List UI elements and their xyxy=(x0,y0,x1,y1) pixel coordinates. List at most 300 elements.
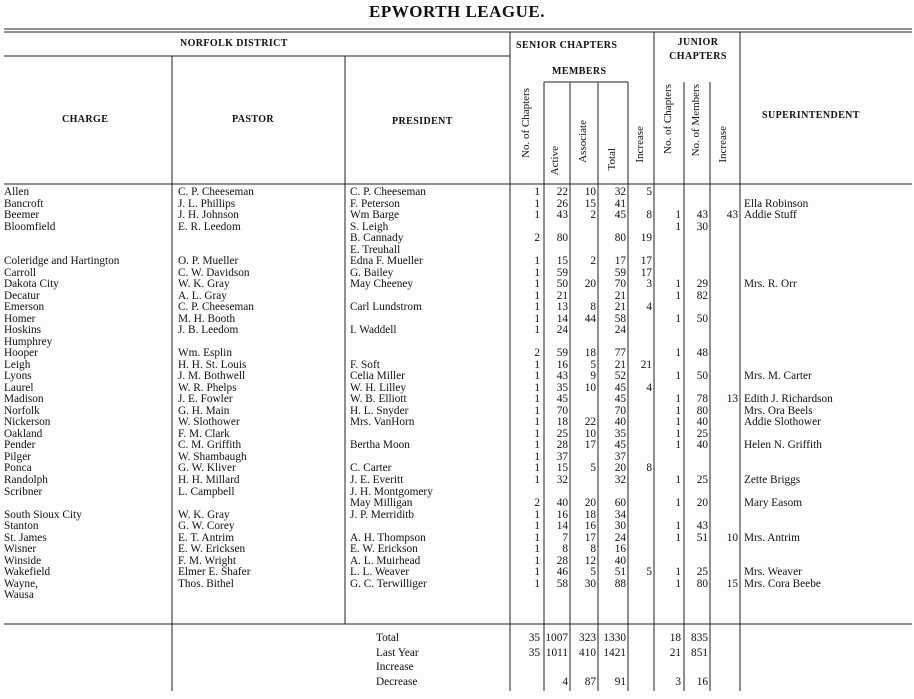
charge-header: CHARGE xyxy=(62,114,109,125)
cell-active: 80 xyxy=(556,232,568,245)
cell-nc: 1 xyxy=(534,358,540,371)
cell-nc: 1 xyxy=(534,278,540,291)
cell-sup: Mrs. R. Orr xyxy=(744,278,797,291)
cell-active: 32 xyxy=(556,474,568,486)
cell-sup: Mary Easom xyxy=(744,497,803,510)
cell-sup: Ella Robinson xyxy=(744,197,809,210)
cell-jm: 82 xyxy=(696,289,708,302)
cell-president: Bertha Moon xyxy=(350,439,410,452)
cell-nc: 2 xyxy=(534,232,540,245)
cell-charge: Coleridge and Hartington xyxy=(4,255,120,268)
cell-nc: 1 xyxy=(534,381,540,394)
cell-active: 24 xyxy=(556,324,568,337)
cell-president: B. Cannady xyxy=(350,232,404,245)
cell-active: 59 xyxy=(556,347,568,360)
cell-active: 50 xyxy=(556,278,568,291)
cell-active: 43 xyxy=(556,209,568,222)
cell-charge: Wisner xyxy=(4,543,37,556)
cell-active: 58 xyxy=(556,577,568,590)
cell-charge: Bancroft xyxy=(4,197,44,210)
cell-jm: 50 xyxy=(696,312,708,325)
cell-assoc: 5 xyxy=(590,358,596,371)
cell-president: G. Bailey xyxy=(350,266,394,279)
cell-assoc: 9 xyxy=(590,370,596,383)
cell-assoc: 44 xyxy=(584,312,596,325)
cell-assoc: 20 xyxy=(584,497,596,510)
cell-inc: 17 xyxy=(640,266,652,279)
cell-nc: 1 xyxy=(534,312,540,325)
junior-no-chapters-header: No. of Chapters xyxy=(662,84,674,154)
cell-charge: Oakland xyxy=(4,427,43,440)
active-header: Active xyxy=(549,146,561,176)
cell-ji: 15 xyxy=(726,577,738,590)
cell-assoc: 16 xyxy=(584,520,596,533)
cell-inc: 17 xyxy=(640,255,652,268)
cell-total: 20 xyxy=(614,462,626,475)
cell-active: 37 xyxy=(556,450,568,463)
cell-jnc: 1 xyxy=(675,393,681,406)
summary-label: Increase xyxy=(376,661,414,673)
cell-charge: Leigh xyxy=(4,358,31,371)
cell-president: May Cheeney xyxy=(350,278,414,291)
ledger-table xyxy=(4,28,912,692)
cell-pastor: G. H. Main xyxy=(178,404,230,417)
cell-assoc: 20 xyxy=(584,278,596,291)
cell-charge: Ponca xyxy=(4,462,32,475)
cell-assoc: 5 xyxy=(590,566,596,579)
cell-pastor: Elmer E. Shafer xyxy=(178,566,251,579)
cell-nc: 1 xyxy=(534,474,540,486)
cell-active: 15 xyxy=(556,255,568,268)
cell-pastor: C. P. Cheeseman xyxy=(178,186,254,198)
cell-total: 35 xyxy=(614,427,626,440)
cell-charge: Homer xyxy=(4,312,36,325)
cell-nc: 1 xyxy=(534,393,540,406)
cell-nc: 1 xyxy=(534,577,540,590)
cell-total: 21 xyxy=(614,301,626,314)
cell-president: Mrs. VanHorn xyxy=(350,416,415,429)
cell-president: C. Carter xyxy=(350,462,392,475)
cell-charge: Stanton xyxy=(4,520,39,533)
cell-assoc: 15 xyxy=(584,197,596,210)
cell-active: 15 xyxy=(556,462,568,475)
cell-nc: 2 xyxy=(534,347,540,360)
cell-jm: 48 xyxy=(696,347,708,360)
cell-pastor: E. W. Ericksen xyxy=(178,543,246,556)
summary-label: Last Year xyxy=(376,646,419,659)
cell-inc: 3 xyxy=(646,278,652,291)
cell-charge: Hooper xyxy=(4,347,38,360)
cell-inc: 8 xyxy=(646,462,652,475)
cell-assoc: 10 xyxy=(584,186,596,198)
summary-label: Decrease xyxy=(376,675,418,688)
cell-jnc: 1 xyxy=(675,497,681,510)
cell-total: 59 xyxy=(614,266,626,279)
cell-active: 35 xyxy=(556,381,568,394)
cell-total: 16 xyxy=(614,543,626,556)
junior-chapters-header: JUNIOR CHAPTERS xyxy=(669,37,727,62)
cell-total: 45 xyxy=(614,393,626,406)
cell-nc: 1 xyxy=(534,450,540,463)
cell-active: 14 xyxy=(556,520,568,533)
cell-total: 32 xyxy=(614,474,626,486)
summary-total: 91 xyxy=(614,675,626,688)
cell-assoc: 18 xyxy=(584,508,596,521)
cell-charge: Allen xyxy=(4,186,30,198)
cell-nc: 1 xyxy=(534,531,540,544)
cell-assoc: 12 xyxy=(584,554,596,567)
cell-charge: Wakefield xyxy=(4,566,51,579)
cell-jnc: 1 xyxy=(675,289,681,302)
cell-assoc: 22 xyxy=(584,416,596,429)
summary-jm: 16 xyxy=(696,675,708,688)
summary-nc: 35 xyxy=(528,646,540,659)
cell-jm: 43 xyxy=(696,209,708,222)
cell-nc: 2 xyxy=(534,497,540,510)
summary-active: 1007 xyxy=(545,632,568,644)
cell-jm: 29 xyxy=(696,278,708,291)
cell-active: 21 xyxy=(556,289,568,302)
cell-active: 18 xyxy=(556,416,568,429)
cell-total: 88 xyxy=(614,577,626,590)
cell-active: 70 xyxy=(556,404,568,417)
junior-members-header: No. of Members xyxy=(690,84,702,157)
cell-president: F. Soft xyxy=(350,358,380,371)
cell-total: 77 xyxy=(614,347,626,360)
associate-header: Associate xyxy=(577,120,589,163)
cell-total: 21 xyxy=(614,289,626,302)
cell-president: W. H. Lilley xyxy=(350,381,407,394)
cell-total: 51 xyxy=(614,566,626,579)
cell-pastor: M. H. Booth xyxy=(178,312,236,325)
cell-total: 37 xyxy=(614,450,626,463)
cell-active: 8 xyxy=(562,543,568,556)
cell-jm: 25 xyxy=(696,427,708,440)
cell-pastor: J. H. Johnson xyxy=(178,209,239,222)
cell-sup: Zette Briggs xyxy=(744,474,801,486)
cell-president: J. H. Montgomery xyxy=(350,485,433,498)
summary-assoc: 87 xyxy=(584,675,596,688)
cell-assoc: 8 xyxy=(590,543,596,556)
cell-assoc: 10 xyxy=(584,427,596,440)
cell-total: 30 xyxy=(614,520,626,533)
cell-president: Celia Miller xyxy=(350,370,405,383)
cell-pastor: C. M. Griffith xyxy=(178,439,242,452)
cell-charge: Carroll xyxy=(4,266,36,279)
president-header: PRESIDENT xyxy=(392,116,453,127)
summary-active: 1011 xyxy=(545,646,568,659)
superintendent-header: SUPERINTENDENT xyxy=(762,110,860,121)
cell-jnc: 1 xyxy=(675,209,681,222)
senior-no-chapters-header: No. of Chapters xyxy=(520,88,532,158)
cell-sup: Helen N. Griffith xyxy=(744,439,822,452)
cell-sup: Mrs. Antrim xyxy=(744,531,800,544)
cell-assoc: 18 xyxy=(584,347,596,360)
cell-charge: Humphrey xyxy=(4,335,53,348)
cell-pastor: O. P. Mueller xyxy=(178,255,239,268)
cell-total: 41 xyxy=(614,197,626,210)
cell-total: 70 xyxy=(614,278,626,291)
cell-pastor: G. W. Kliver xyxy=(178,462,236,475)
cell-active: 45 xyxy=(556,393,568,406)
cell-total: 32 xyxy=(614,186,626,198)
cell-president: J. E. Everitt xyxy=(350,474,404,486)
cell-charge: St. James xyxy=(4,531,47,544)
cell-charge: Norfolk xyxy=(4,404,40,417)
cell-jnc: 1 xyxy=(675,370,681,383)
cell-total: 24 xyxy=(614,531,626,544)
members-header: MEMBERS xyxy=(552,66,607,77)
cell-nc: 1 xyxy=(534,554,540,567)
cell-jm: 51 xyxy=(696,531,708,544)
cell-president: L. L. Weaver xyxy=(350,566,410,579)
cell-jm: 20 xyxy=(696,497,708,510)
cell-active: 22 xyxy=(556,186,568,198)
summary-assoc: 410 xyxy=(579,646,596,659)
cell-inc: 5 xyxy=(646,186,652,198)
cell-active: 28 xyxy=(556,554,568,567)
cell-jnc: 1 xyxy=(675,220,681,233)
cell-inc: 19 xyxy=(640,232,652,245)
cell-pastor: F. M. Wright xyxy=(178,554,237,567)
district-header: NORFOLK DISTRICT xyxy=(180,38,288,49)
summary-assoc: 323 xyxy=(579,632,596,644)
increase-header: Increase xyxy=(634,126,646,163)
cell-pastor: A. L. Gray xyxy=(178,289,227,302)
cell-total: 52 xyxy=(614,370,626,383)
cell-sup: Mrs. M. Carter xyxy=(744,370,812,383)
cell-total: 45 xyxy=(614,209,626,222)
cell-charge: Pilger xyxy=(4,450,31,463)
cell-jnc: 1 xyxy=(675,416,681,429)
cell-jm: 25 xyxy=(696,474,708,486)
cell-total: 17 xyxy=(614,255,626,268)
cell-sup: Mrs. Cora Beebe xyxy=(744,577,821,590)
cell-nc: 1 xyxy=(534,566,540,579)
cell-charge: Hoskins xyxy=(4,324,42,337)
cell-active: 40 xyxy=(556,497,568,510)
cell-jnc: 1 xyxy=(675,312,681,325)
cell-jm: 80 xyxy=(696,404,708,417)
cell-nc: 1 xyxy=(534,462,540,475)
cell-president: E. Treuhall xyxy=(350,243,401,256)
cell-charge: Scribner xyxy=(4,485,43,498)
cell-pastor: J. B. Leedom xyxy=(178,324,239,337)
junior-increase-header: Increase xyxy=(717,126,729,163)
cell-jm: 40 xyxy=(696,416,708,429)
cell-charge: Madison xyxy=(4,393,44,406)
cell-nc: 1 xyxy=(534,508,540,521)
summary-jnc: 21 xyxy=(669,646,681,659)
cell-jm: 78 xyxy=(696,393,708,406)
cell-pastor: Wm. Esplin xyxy=(178,347,232,360)
cell-pastor: C. P. Cheeseman xyxy=(178,301,254,314)
cell-jm: 43 xyxy=(696,520,708,533)
cell-nc: 1 xyxy=(534,197,540,210)
cell-inc: 8 xyxy=(646,209,652,222)
cell-president: S. Leigh xyxy=(350,220,389,233)
cell-inc: 4 xyxy=(646,301,652,314)
cell-total: 24 xyxy=(614,324,626,337)
cell-total: 80 xyxy=(614,232,626,245)
cell-active: 46 xyxy=(556,566,568,579)
cell-president: W. B. Elliott xyxy=(350,393,407,406)
cell-pastor: H. H. Millard xyxy=(178,474,240,486)
cell-jnc: 1 xyxy=(675,439,681,452)
cell-sup: Mrs. Ora Beels xyxy=(744,404,813,417)
cell-pastor: W. K. Gray xyxy=(178,508,230,521)
cell-jnc: 1 xyxy=(675,577,681,590)
cell-charge: Nickerson xyxy=(4,416,51,429)
summary-nc: 35 xyxy=(528,632,540,644)
cell-assoc: 17 xyxy=(584,439,596,452)
page-title: EPWORTH LEAGUE. xyxy=(369,2,545,21)
cell-president: A. H. Thompson xyxy=(350,531,426,544)
cell-pastor: F. M. Clark xyxy=(178,427,230,440)
cell-president: I. Waddell xyxy=(350,324,397,337)
cell-nc: 1 xyxy=(534,427,540,440)
cell-charge: Laurel xyxy=(4,381,34,394)
cell-president: Carl Lundstrom xyxy=(350,301,422,314)
cell-nc: 1 xyxy=(534,404,540,417)
cell-active: 28 xyxy=(556,439,568,452)
cell-jnc: 1 xyxy=(675,278,681,291)
cell-inc: 4 xyxy=(646,381,652,394)
cell-jnc: 1 xyxy=(675,474,681,486)
cell-nc: 1 xyxy=(534,186,540,198)
cell-president: Wm Barge xyxy=(350,209,400,222)
cell-nc: 1 xyxy=(534,543,540,556)
cell-ji: 43 xyxy=(726,209,738,222)
cell-active: 16 xyxy=(556,508,568,521)
cell-assoc: 8 xyxy=(590,301,596,314)
cell-nc: 1 xyxy=(534,289,540,302)
cell-inc: 5 xyxy=(646,566,652,579)
cell-jnc: 1 xyxy=(675,347,681,360)
cell-assoc: 10 xyxy=(584,381,596,394)
cell-jm: 30 xyxy=(696,220,708,233)
cell-jm: 50 xyxy=(696,370,708,383)
cell-nc: 1 xyxy=(534,439,540,452)
cell-total: 40 xyxy=(614,554,626,567)
cell-total: 58 xyxy=(614,312,626,325)
summary-active: 4 xyxy=(562,675,568,688)
cell-nc: 1 xyxy=(534,255,540,268)
summary-jm: 851 xyxy=(691,646,708,659)
cell-jm: 25 xyxy=(696,566,708,579)
cell-total: 40 xyxy=(614,416,626,429)
cell-charge: Bloomfield xyxy=(4,220,56,233)
cell-sup: Addie Stuff xyxy=(744,209,797,222)
cell-jnc: 1 xyxy=(675,427,681,440)
cell-charge: Randolph xyxy=(4,474,48,486)
summary-total: 1421 xyxy=(603,646,626,659)
cell-active: 43 xyxy=(556,370,568,383)
cell-charge: Lyons xyxy=(4,370,32,383)
cell-assoc: 17 xyxy=(584,531,596,544)
cell-total: 45 xyxy=(614,439,626,452)
pastor-header: PASTOR xyxy=(232,114,275,125)
cell-president: E. W. Erickson xyxy=(350,543,418,556)
cell-nc: 1 xyxy=(534,324,540,337)
cell-ji: 13 xyxy=(726,393,738,406)
cell-charge: Beemer xyxy=(4,209,40,222)
cell-active: 13 xyxy=(556,301,568,314)
cell-president: May Milligan xyxy=(350,497,413,510)
cell-president: A. L. Muirhead xyxy=(350,554,421,567)
summary-jm: 835 xyxy=(691,632,708,644)
cell-charge: Emerson xyxy=(4,301,45,314)
cell-nc: 1 xyxy=(534,416,540,429)
cell-president: F. Peterson xyxy=(350,197,400,210)
cell-active: 26 xyxy=(556,197,568,210)
summary-jnc: 3 xyxy=(675,675,681,688)
cell-charge: Dakota City xyxy=(4,278,59,291)
cell-sup: Mrs. Weaver xyxy=(744,566,802,579)
cell-charge: Wayne, xyxy=(4,577,38,590)
cell-nc: 1 xyxy=(534,370,540,383)
cell-president: Edna F. Mueller xyxy=(350,255,423,268)
cell-total: 21 xyxy=(614,358,626,371)
cell-active: 59 xyxy=(556,266,568,279)
cell-jnc: 1 xyxy=(675,520,681,533)
cell-pastor: E. R. Leedom xyxy=(178,220,241,233)
cell-charge: Wausa xyxy=(4,589,34,602)
cell-nc: 1 xyxy=(534,520,540,533)
cell-jnc: 1 xyxy=(675,404,681,417)
cell-pastor: L. Campbell xyxy=(178,485,235,498)
cell-assoc: 2 xyxy=(590,209,596,222)
summary-label: Total xyxy=(376,632,400,644)
cell-charge: Winside xyxy=(4,554,42,567)
cell-inc: 21 xyxy=(640,358,652,371)
cell-pastor: W. Slothower xyxy=(178,416,240,429)
cell-sup: Addie Slothower xyxy=(744,416,821,429)
cell-total: 60 xyxy=(614,497,626,510)
cell-nc: 1 xyxy=(534,266,540,279)
cell-active: 16 xyxy=(556,358,568,371)
cell-pastor: Thos. Bithel xyxy=(178,577,234,590)
cell-assoc: 30 xyxy=(584,577,596,590)
cell-total: 45 xyxy=(614,381,626,394)
cell-nc: 1 xyxy=(534,209,540,222)
cell-total: 70 xyxy=(614,404,626,417)
cell-active: 14 xyxy=(556,312,568,325)
cell-nc: 1 xyxy=(534,301,540,314)
cell-president: G. C. Terwilliger xyxy=(350,577,427,590)
cell-pastor: E. T. Antrim xyxy=(178,531,235,544)
cell-pastor: W. R. Phelps xyxy=(178,381,237,394)
cell-assoc: 5 xyxy=(590,462,596,475)
summary-jnc: 18 xyxy=(669,632,681,644)
cell-jm: 40 xyxy=(696,439,708,452)
cell-pastor: J. E. Fowler xyxy=(178,393,233,406)
cell-president: J. P. Merriditb xyxy=(350,508,415,521)
cell-charge: Pender xyxy=(4,439,36,452)
cell-jm: 80 xyxy=(696,577,708,590)
cell-jnc: 1 xyxy=(675,566,681,579)
cell-pastor: C. W. Davidson xyxy=(178,266,250,279)
cell-president: H. L. Snyder xyxy=(350,404,409,417)
summary-total: 1330 xyxy=(603,632,626,644)
cell-president: C. P. Cheeseman xyxy=(350,186,426,198)
cell-active: 25 xyxy=(556,427,568,440)
cell-active: 7 xyxy=(562,531,568,544)
cell-total: 34 xyxy=(614,508,626,521)
cell-pastor: H. H. St. Louis xyxy=(178,358,247,371)
cell-charge: South Sioux City xyxy=(4,508,82,521)
senior-chapters-header: SENIOR CHAPTERS xyxy=(516,40,618,51)
